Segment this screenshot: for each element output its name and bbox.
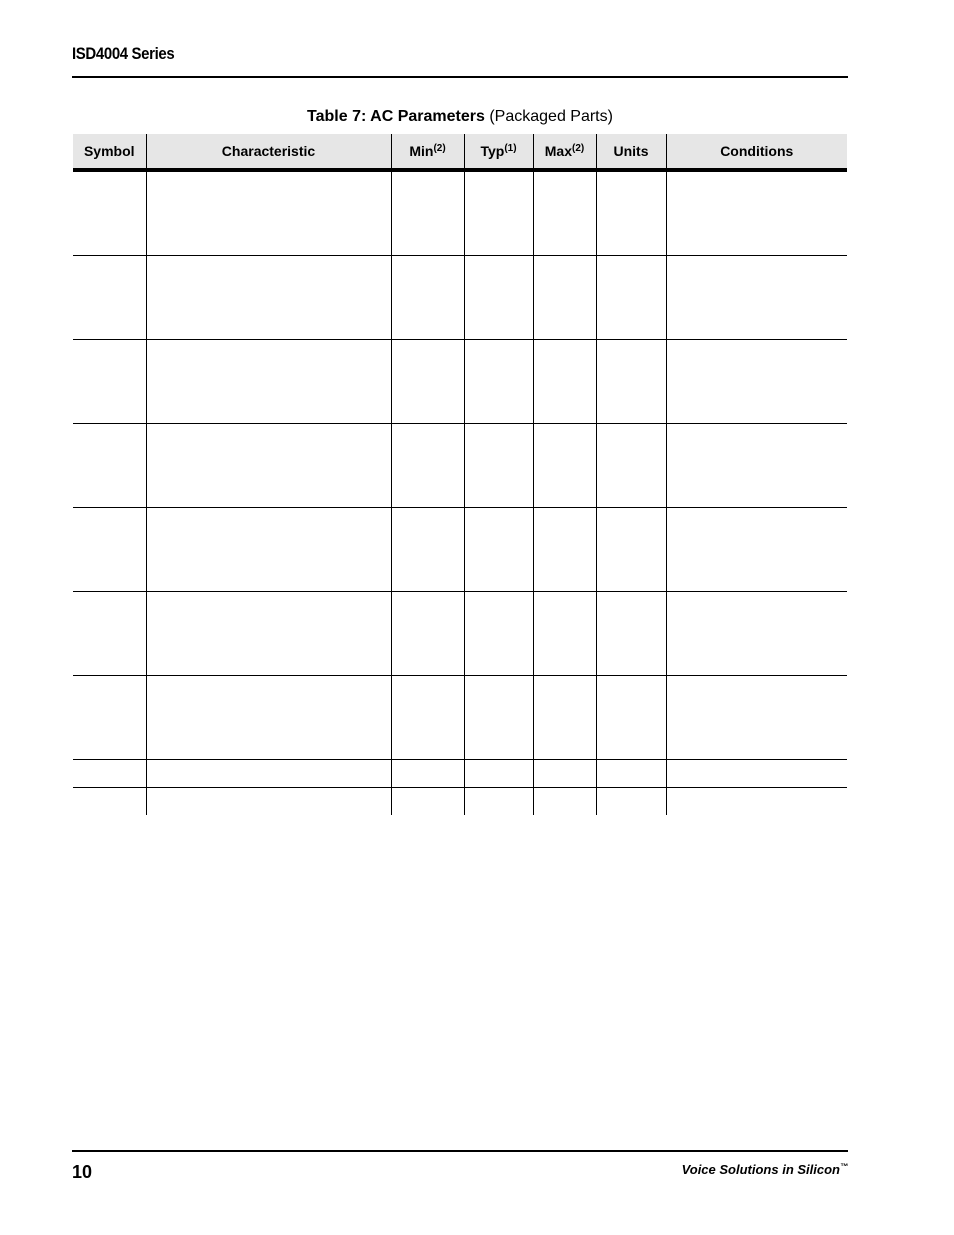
table-row — [73, 170, 847, 256]
ac-parameters-table — [73, 134, 847, 815]
table-cell — [146, 170, 391, 256]
table-cell — [666, 676, 847, 760]
page-number: 10 — [72, 1162, 93, 1182]
table-cell — [146, 256, 391, 340]
table-row — [73, 592, 847, 676]
table-row — [73, 340, 847, 424]
table-cell — [391, 592, 464, 676]
header-rule — [72, 76, 848, 78]
table-cell — [666, 508, 847, 592]
document-header-title: ISD4004 Series — [72, 44, 175, 63]
table-row — [73, 256, 847, 340]
table-row — [73, 788, 847, 816]
table-caption-title: Table 7: AC Parameters — [307, 108, 485, 125]
table-cell — [533, 760, 596, 788]
table-cell — [391, 760, 464, 788]
table-cell — [73, 508, 146, 592]
column-header-symbol: Symbol — [73, 134, 146, 170]
table-cell — [533, 256, 596, 340]
table-cell — [533, 170, 596, 256]
table-cell — [146, 760, 391, 788]
table-cell — [464, 788, 533, 816]
table-cell — [464, 592, 533, 676]
table-cell — [146, 676, 391, 760]
table-cell — [666, 170, 847, 256]
table-row — [73, 508, 847, 592]
table-cell — [596, 340, 666, 424]
table-cell — [666, 592, 847, 676]
table-cell — [596, 170, 666, 256]
table-cell — [73, 256, 146, 340]
table-row — [73, 424, 847, 508]
table-cell — [533, 676, 596, 760]
table-cell — [464, 676, 533, 760]
table-cell — [73, 760, 146, 788]
table-cell — [596, 508, 666, 592]
column-header-min: Min$^{(2)}$ — [391, 134, 464, 170]
table-cell — [146, 592, 391, 676]
footer-brand: Voice Solutions in Silicon™ — [681, 1162, 848, 1177]
table-row — [73, 760, 847, 788]
table-cell — [533, 592, 596, 676]
table-cell — [391, 340, 464, 424]
table-cell — [73, 340, 146, 424]
table-cell — [596, 760, 666, 788]
table-cell — [391, 676, 464, 760]
table-cell — [596, 676, 666, 760]
table-cell — [73, 676, 146, 760]
table-cell — [596, 424, 666, 508]
table-caption-subtitle: (Packaged Parts) — [489, 108, 613, 125]
table-cell — [73, 592, 146, 676]
table-cell — [391, 424, 464, 508]
table-cell — [464, 760, 533, 788]
table-cell — [666, 424, 847, 508]
table-cell — [533, 340, 596, 424]
table-cell — [464, 508, 533, 592]
table-cell — [391, 788, 464, 816]
table-cell — [596, 256, 666, 340]
table-cell — [596, 788, 666, 816]
table-cell — [666, 340, 847, 424]
table-cell — [464, 424, 533, 508]
table-caption — [0, 108, 920, 126]
column-header-max: Max$^{(2)}$ — [533, 134, 596, 170]
table-cell — [464, 340, 533, 424]
table-cell — [146, 788, 391, 816]
table-row — [73, 676, 847, 760]
column-header-conditions: Conditions — [666, 134, 847, 170]
table-cell — [73, 788, 146, 816]
table-cell — [464, 170, 533, 256]
table-cell — [533, 508, 596, 592]
table-cell — [533, 788, 596, 816]
table-cell — [666, 788, 847, 816]
footer-rule — [72, 1150, 848, 1152]
column-header-units: Units — [596, 134, 666, 170]
table-cell — [146, 508, 391, 592]
table-cell — [391, 508, 464, 592]
table-header-row — [73, 134, 847, 170]
table-cell — [391, 256, 464, 340]
table-cell — [146, 340, 391, 424]
table-cell — [391, 170, 464, 256]
table-cell — [666, 256, 847, 340]
table-cell — [533, 424, 596, 508]
table-cell — [666, 760, 847, 788]
column-header-characteristic: Characteristic — [146, 134, 391, 170]
table-cell — [146, 424, 391, 508]
table-cell — [596, 592, 666, 676]
table-cell — [464, 256, 533, 340]
table-cell — [73, 424, 146, 508]
table-cell — [73, 170, 146, 256]
trademark-mark: ™ — [840, 1162, 848, 1171]
column-header-typ: Typ$^{(1)}$ — [464, 134, 533, 170]
